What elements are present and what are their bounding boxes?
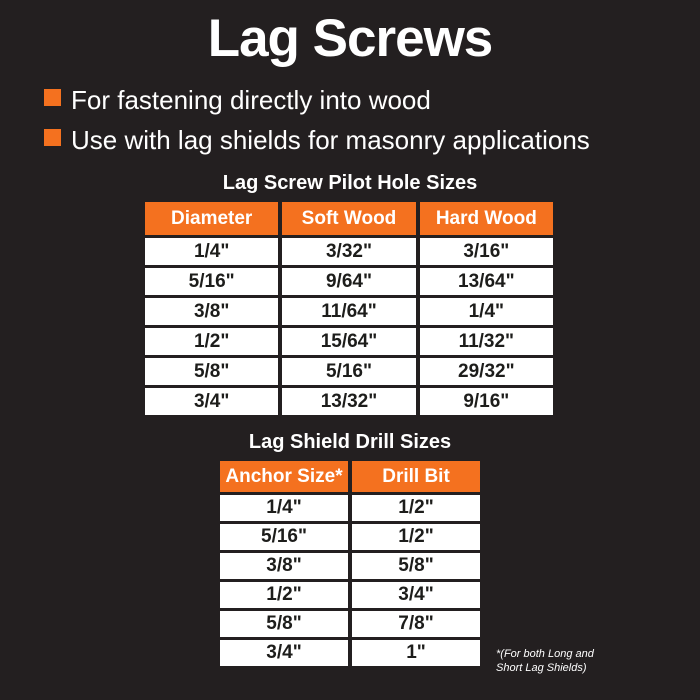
table-cell: 5/8" bbox=[352, 553, 480, 579]
drill-size-table-title: Lag Shield Drill Sizes bbox=[248, 431, 452, 453]
table-cell: 3/8" bbox=[220, 553, 348, 579]
table-cell: 1/4" bbox=[220, 495, 348, 521]
table-row bbox=[220, 582, 480, 608]
table-cell: 1/2" bbox=[220, 582, 348, 608]
pilot-hole-table bbox=[141, 199, 557, 418]
table-row bbox=[220, 495, 480, 521]
footnote bbox=[496, 647, 594, 675]
table-cell: 15/64" bbox=[282, 328, 415, 355]
table-row bbox=[145, 268, 553, 295]
page-title: Lag Screws bbox=[207, 9, 493, 68]
bullet-item bbox=[44, 126, 590, 154]
pilot-hole-table-title: Lag Screw Pilot Hole Sizes bbox=[222, 172, 478, 194]
table-cell: 3/16" bbox=[420, 238, 553, 265]
table-row bbox=[220, 524, 480, 550]
table-cell: 5/16" bbox=[145, 268, 278, 295]
column-header-diameter: Diameter bbox=[145, 202, 278, 235]
table-cell: 1" bbox=[352, 640, 480, 666]
table-cell: 5/16" bbox=[282, 358, 415, 385]
table-row bbox=[145, 238, 553, 265]
table-cell: 1/2" bbox=[352, 524, 480, 550]
column-header-soft-wood: Soft Wood bbox=[282, 202, 415, 235]
bullet-square-icon bbox=[44, 89, 61, 106]
table-cell: 1/2" bbox=[352, 495, 480, 521]
footnote-line: *(For both Long and bbox=[496, 648, 594, 660]
table-cell: 9/64" bbox=[282, 268, 415, 295]
table-cell: 11/64" bbox=[282, 298, 415, 325]
table-cell: 13/32" bbox=[282, 388, 415, 415]
table-row bbox=[220, 611, 480, 637]
table-row bbox=[220, 640, 480, 666]
table-row bbox=[220, 553, 480, 579]
table-cell: 3/4" bbox=[352, 582, 480, 608]
table-cell: 3/4" bbox=[220, 640, 348, 666]
bullet-text: Use with lag shields for masonry applications bbox=[71, 125, 590, 155]
table-cell: 3/8" bbox=[145, 298, 278, 325]
table-cell: 3/32" bbox=[282, 238, 415, 265]
column-header-drill-bit: Drill Bit bbox=[352, 461, 480, 492]
bullet-square-icon bbox=[44, 129, 61, 146]
table-cell: 1/4" bbox=[145, 238, 278, 265]
table-cell: 1/2" bbox=[145, 328, 278, 355]
column-header-hard-wood: Hard Wood bbox=[420, 202, 553, 235]
table-row bbox=[145, 358, 553, 385]
footnote-line: Short Lag Shields) bbox=[496, 662, 587, 674]
table-cell: 5/8" bbox=[145, 358, 278, 385]
table-cell: 13/64" bbox=[420, 268, 553, 295]
table-cell: 5/16" bbox=[220, 524, 348, 550]
table-row bbox=[145, 388, 553, 415]
bullet-text: For fastening directly into wood bbox=[71, 85, 431, 115]
table-cell: 5/8" bbox=[220, 611, 348, 637]
drill-size-table bbox=[216, 458, 484, 669]
table-cell: 3/4" bbox=[145, 388, 278, 415]
table-cell: 11/32" bbox=[420, 328, 553, 355]
table-header-row bbox=[220, 461, 480, 492]
table-cell: 7/8" bbox=[352, 611, 480, 637]
bullet-item bbox=[44, 86, 431, 114]
table-cell: 1/4" bbox=[420, 298, 553, 325]
table-row bbox=[145, 328, 553, 355]
table-cell: 9/16" bbox=[420, 388, 553, 415]
table-row bbox=[145, 298, 553, 325]
column-header-anchor-size: Anchor Size* bbox=[220, 461, 348, 492]
table-cell: 29/32" bbox=[420, 358, 553, 385]
table-header-row bbox=[145, 202, 553, 235]
